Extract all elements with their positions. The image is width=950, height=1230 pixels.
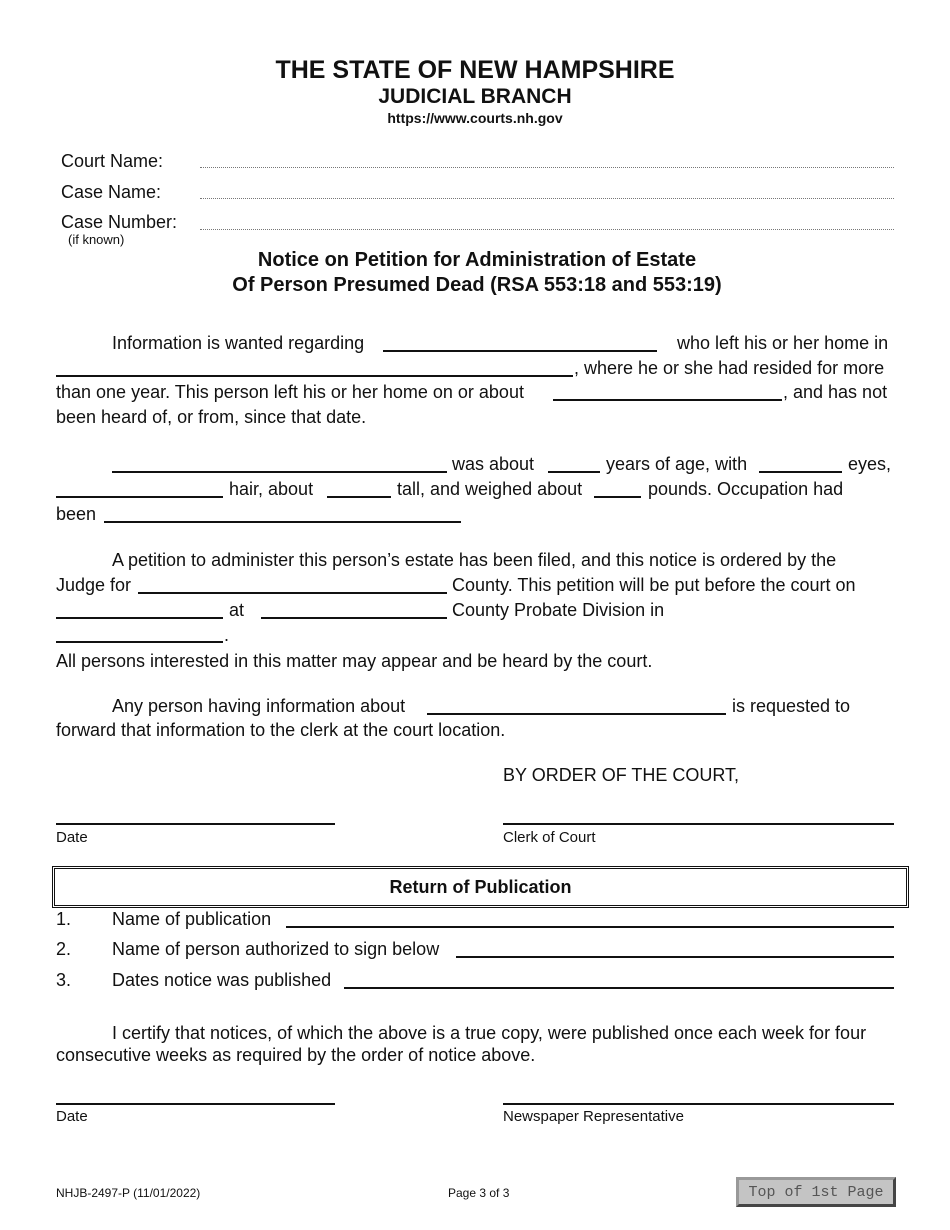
para1-text-4: than one year. This person left his or her home on or about xyxy=(56,382,524,402)
certify-line-2: consecutive weeks as required by the order of notice above. xyxy=(56,1045,536,1065)
para2-text-7: been xyxy=(56,504,97,524)
para2-text-2: years of age, with xyxy=(606,454,748,474)
para1-text-3: , where he or she had resided for more xyxy=(574,358,885,378)
publication-date-field[interactable] xyxy=(56,1103,335,1105)
probate-city-field[interactable] xyxy=(56,641,223,643)
hearing-date-field[interactable] xyxy=(56,617,223,619)
case-number-label: Case Number: xyxy=(61,212,178,232)
publish-dates-field[interactable] xyxy=(344,987,894,989)
return-of-publication-box xyxy=(52,866,909,908)
pub-item-2-label: Name of person authorized to sign below xyxy=(112,939,440,959)
para2-text-5: tall, and weighed about xyxy=(397,479,583,499)
pub-item-3-num: 3. xyxy=(56,970,72,990)
person-name-field[interactable] xyxy=(112,471,447,473)
para1-text-1: Information is wanted regarding xyxy=(112,333,365,353)
age-field[interactable] xyxy=(548,471,600,473)
weight-field[interactable] xyxy=(594,496,641,498)
para1-text-6: been heard of, or from, since that date. xyxy=(56,407,367,427)
certify-line-1: I certify that notices, of which the above is a true copy, were published once each week for four xyxy=(112,1023,867,1043)
para3-text-5: County Probate Division in xyxy=(452,600,665,620)
newspaper-rep-label: Newspaper Representative xyxy=(503,1108,684,1125)
para2-text-6: pounds. Occupation had xyxy=(648,479,844,499)
para1-text-2: who left his or her home in xyxy=(677,333,889,353)
publication-date-label: Date xyxy=(56,1108,88,1125)
clerk-signature-field[interactable] xyxy=(503,823,894,825)
authorized-person-field[interactable] xyxy=(456,956,894,958)
height-field[interactable] xyxy=(327,496,391,498)
hearing-time-field[interactable] xyxy=(261,617,447,619)
para2-text-4: hair, about xyxy=(229,479,314,499)
para3-text-4: at xyxy=(229,600,245,620)
para2-text-1: was about xyxy=(452,454,535,474)
pub-item-1-label: Name of publication xyxy=(112,909,272,929)
eye-color-field[interactable] xyxy=(759,471,842,473)
para4-text-2: is requested to xyxy=(732,696,851,716)
para3-text-3: County. This petition will be put before the court on xyxy=(452,575,856,595)
by-order-text: BY ORDER OF THE COURT, xyxy=(503,765,740,785)
para4-text-1: Any person having information about xyxy=(112,696,406,716)
para3-text-6: . xyxy=(224,625,230,645)
page-number: Page 3 of 3 xyxy=(448,1186,510,1200)
pub-item-3-label: Dates notice was published xyxy=(112,970,332,990)
occupation-field[interactable] xyxy=(104,521,461,523)
para1-text-5: , and has not xyxy=(783,382,888,402)
website-link[interactable]: https://www.courts.nh.gov xyxy=(387,110,563,126)
case-number-note: (if known) xyxy=(68,232,125,247)
return-of-publication-heading: Return of Publication xyxy=(389,877,572,897)
top-of-first-page-button[interactable]: Top of 1st Page xyxy=(736,1177,896,1207)
form-id: NHJB-2497-P (11/01/2022) xyxy=(56,1186,201,1200)
branch-title: JUDICIAL BRANCH xyxy=(378,85,572,108)
notice-title-line2: Of Person Presumed Dead (RSA 553:18 and 553:19) xyxy=(232,274,722,296)
missing-person-name-field[interactable] xyxy=(383,350,657,352)
order-date-field[interactable] xyxy=(56,823,335,825)
information-about-field[interactable] xyxy=(427,713,726,715)
notice-title-line1: Notice on Petition for Administration of Estate xyxy=(257,249,697,271)
para3-text-1: A petition to administer this person’s estate has been filed, and this notice is ordered by the xyxy=(112,550,837,570)
para3-text-2: Judge for xyxy=(56,575,132,595)
case-name-label: Case Name: xyxy=(61,182,162,202)
court-name-field[interactable] xyxy=(200,148,894,168)
clerk-label: Clerk of Court xyxy=(503,829,596,846)
pub-item-2-num: 2. xyxy=(56,939,72,959)
para4-text-3: forward that information to the clerk at the court location. xyxy=(56,720,506,740)
court-name-label: Court Name: xyxy=(61,151,164,171)
home-location-field[interactable] xyxy=(56,375,573,377)
case-number-field[interactable] xyxy=(200,209,894,229)
pub-item-1-num: 1. xyxy=(56,909,72,929)
county-field[interactable] xyxy=(138,592,447,594)
para3-text-7: All persons interested in this matter may appear and be heard by the court. xyxy=(56,651,653,671)
para2-text-3: eyes, xyxy=(848,454,892,474)
hair-color-field[interactable] xyxy=(56,496,223,498)
left-home-date-field[interactable] xyxy=(553,399,782,401)
order-date-label: Date xyxy=(56,829,88,846)
publication-name-field[interactable] xyxy=(286,926,894,928)
state-title: THE STATE OF NEW HAMPSHIRE xyxy=(275,56,675,84)
newspaper-rep-signature-field[interactable] xyxy=(503,1103,894,1105)
case-name-field[interactable] xyxy=(200,179,894,199)
